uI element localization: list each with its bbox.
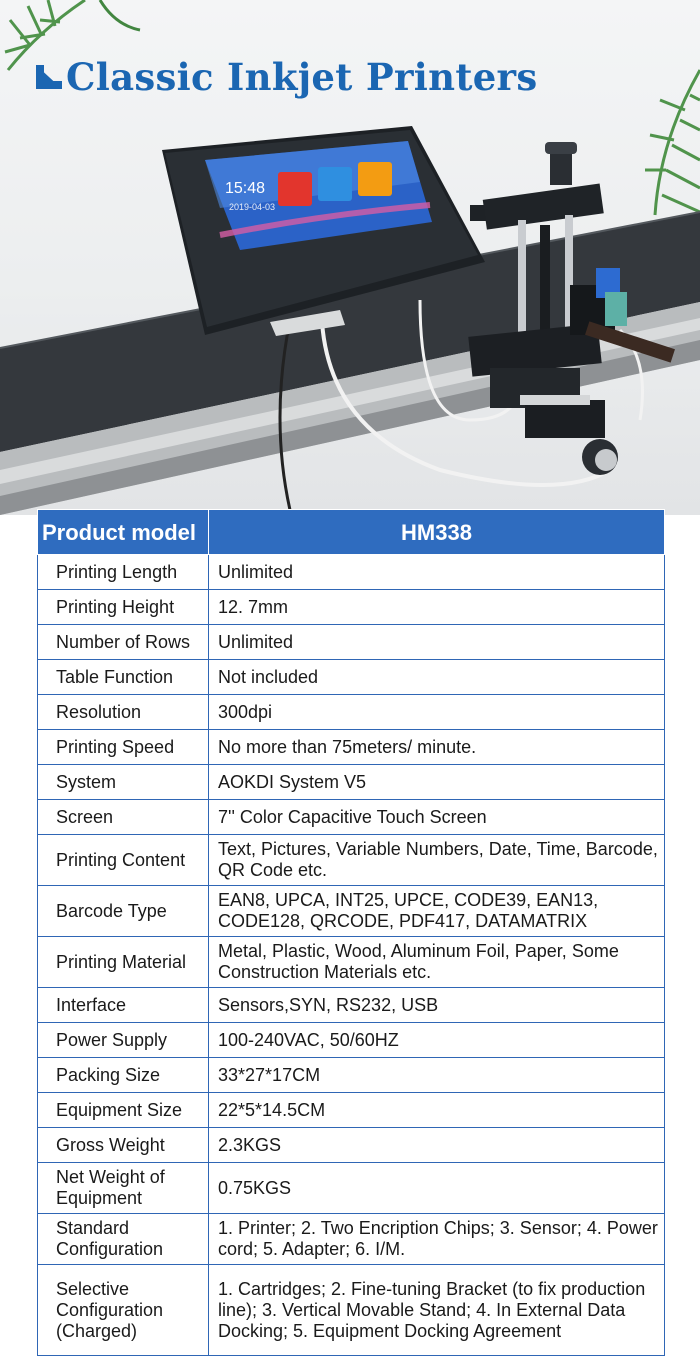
table-row: [38, 886, 665, 937]
spec-table: [37, 509, 665, 1356]
header-model: HM338: [209, 510, 665, 555]
spec-label: Interface: [38, 988, 209, 1023]
table-header-row: [38, 510, 665, 555]
page-title: [36, 52, 537, 102]
spec-value: Unlimited: [209, 625, 665, 660]
spec-label: Printing Length: [38, 555, 209, 590]
title-corner-icon: [36, 65, 62, 89]
spec-label: Printing Speed: [38, 730, 209, 765]
spec-value: No more than 75meters/ minute.: [209, 730, 665, 765]
spec-value: Sensors,SYN, RS232, USB: [209, 988, 665, 1023]
hero-banner: [0, 0, 700, 515]
table-row: [38, 625, 665, 660]
table-row: [38, 1128, 665, 1163]
table-row: [38, 765, 665, 800]
screen-time: 15:48: [225, 180, 266, 197]
spec-label: System: [38, 765, 209, 800]
spec-label: Printing Height: [38, 590, 209, 625]
spec-value: Text, Pictures, Variable Numbers, Date, Time, Barcode, QR Code etc.: [209, 835, 665, 886]
spec-value: 1. Cartridges; 2. Fine-tuning Bracket (to fix production line); 3. Vertical Movable Stand; 4. In External Data Docking; 5. Equipment Docking Agreement: [209, 1265, 665, 1356]
table-row: [38, 937, 665, 988]
spec-value: 2.3KGS: [209, 1128, 665, 1163]
spec-label: Printing Content: [38, 835, 209, 886]
table-row: [38, 590, 665, 625]
header-label: Product model: [38, 510, 209, 555]
spec-value: 12. 7mm: [209, 590, 665, 625]
spec-value: Metal, Plastic, Wood, Aluminum Foil, Paper, Some Construction Materials etc.: [209, 937, 665, 988]
table-row: [38, 1214, 665, 1265]
spec-label: Screen: [38, 800, 209, 835]
spec-value: 33*27*17CM: [209, 1058, 665, 1093]
table-row: [38, 730, 665, 765]
screen-app-tile: [318, 167, 352, 201]
spec-value: AOKDI System V5: [209, 765, 665, 800]
table-row: [38, 660, 665, 695]
screen-app-tile: [278, 172, 312, 206]
spec-label: Number of Rows: [38, 625, 209, 660]
spec-label: Table Function: [38, 660, 209, 695]
spec-value: 0.75KGS: [209, 1163, 665, 1214]
table-row: [38, 555, 665, 590]
table-row: [38, 1058, 665, 1093]
table-row: [38, 800, 665, 835]
spec-label: Selective Configuration (Charged): [38, 1265, 209, 1356]
table-row: [38, 1265, 665, 1356]
spec-label: Standard Configuration: [38, 1214, 209, 1265]
spec-label: Resolution: [38, 695, 209, 730]
spec-label: Equipment Size: [38, 1093, 209, 1128]
spec-value: 100-240VAC, 50/60HZ: [209, 1023, 665, 1058]
screen-date: 2019-04-03: [229, 202, 276, 212]
spec-label: Power Supply: [38, 1023, 209, 1058]
spec-value: Unlimited: [209, 555, 665, 590]
spec-label: Net Weight of Equipment: [38, 1163, 209, 1214]
table-row: [38, 1023, 665, 1058]
spec-label: Packing Size: [38, 1058, 209, 1093]
spec-value: 300dpi: [209, 695, 665, 730]
palm-leaf-right-decoration: [645, 70, 700, 215]
spec-label: Barcode Type: [38, 886, 209, 937]
spec-label: Printing Material: [38, 937, 209, 988]
spec-value: EAN8, UPCA, INT25, UPCE, CODE39, EAN13, CODE128, QRCODE, PDF417, DATAMATRIX: [209, 886, 665, 937]
table-row: [38, 1163, 665, 1214]
spec-value: Not included: [209, 660, 665, 695]
spec-label: Gross Weight: [38, 1128, 209, 1163]
table-row: [38, 988, 665, 1023]
screen-app-tile: [358, 162, 392, 196]
table-row: [38, 1093, 665, 1128]
page-title-text: Classic Inkjet Printers: [66, 55, 538, 99]
spec-value: 1. Printer; 2. Two Encription Chips; 3. Sensor; 4. Power cord; 5. Adapter; 6. I/M.: [209, 1214, 665, 1265]
spec-value: 7'' Color Capacitive Touch Screen: [209, 800, 665, 835]
spec-value: 22*5*14.5CM: [209, 1093, 665, 1128]
table-row: [38, 835, 665, 886]
table-row: [38, 695, 665, 730]
